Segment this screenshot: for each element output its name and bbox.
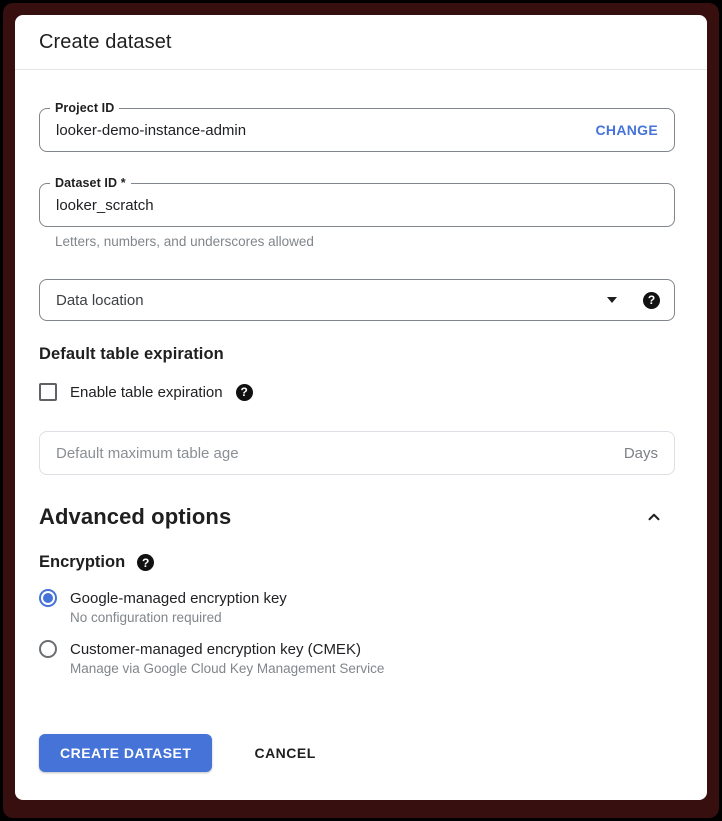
enable-table-expiration-row <box>39 383 675 401</box>
dialog-body <box>15 101 707 772</box>
table-expiration-help-icon[interactable]: ? <box>236 384 253 401</box>
max-table-age-input[interactable] <box>56 445 612 462</box>
google-managed-key-description: No configuration required <box>70 610 222 625</box>
dropdown-arrow-icon <box>607 297 617 303</box>
enable-table-expiration-checkbox[interactable] <box>39 383 57 401</box>
max-table-age-field <box>39 431 675 475</box>
customer-managed-key-description: Manage via Google Cloud Key Management Service <box>70 661 385 676</box>
dialog-actions <box>39 734 675 772</box>
project-id-field <box>39 101 675 152</box>
create-dataset-button[interactable]: CREATE DATASET <box>39 734 212 772</box>
encryption-heading-row <box>39 553 675 572</box>
google-managed-key-label: Google-managed encryption key <box>70 589 287 607</box>
dataset-id-input[interactable] <box>56 197 658 214</box>
encryption-radio-group <box>39 589 675 676</box>
encryption-help-icon[interactable]: ? <box>137 554 154 571</box>
customer-managed-key-option[interactable] <box>39 640 675 676</box>
encryption-heading: Encryption <box>39 553 126 571</box>
data-location-select[interactable] <box>39 279 675 321</box>
data-location-help-icon[interactable]: ? <box>643 292 660 309</box>
enable-table-expiration-label: Enable table expiration <box>70 383 223 401</box>
project-id-label: Project ID <box>50 100 119 116</box>
project-id-input[interactable] <box>56 122 584 139</box>
dataset-id-label: Dataset ID * <box>50 175 131 191</box>
google-managed-key-option[interactable] <box>39 589 675 625</box>
customer-managed-key-label: Customer-managed encryption key (CMEK) <box>70 640 361 658</box>
create-dataset-dialog <box>15 15 707 800</box>
data-location-label: Data location <box>56 291 144 309</box>
customer-managed-key-radio[interactable] <box>39 640 57 658</box>
dialog-header <box>15 15 707 70</box>
cancel-button[interactable]: CANCEL <box>254 745 316 761</box>
table-expiration-heading: Default table expiration <box>39 345 224 363</box>
dataset-id-helper-text: Letters, numbers, and underscores allowed <box>55 234 314 249</box>
dialog-title: Create dataset <box>39 30 172 53</box>
google-managed-key-radio[interactable] <box>39 589 57 607</box>
change-project-button[interactable]: CHANGE <box>584 122 658 138</box>
window-frame <box>3 3 719 818</box>
advanced-options-heading: Advanced options <box>39 504 232 529</box>
max-table-age-unit: Days <box>623 444 658 462</box>
advanced-options-toggle[interactable] <box>39 504 675 530</box>
collapse-chevron-icon[interactable] <box>645 508 663 526</box>
dataset-id-field <box>39 176 675 227</box>
